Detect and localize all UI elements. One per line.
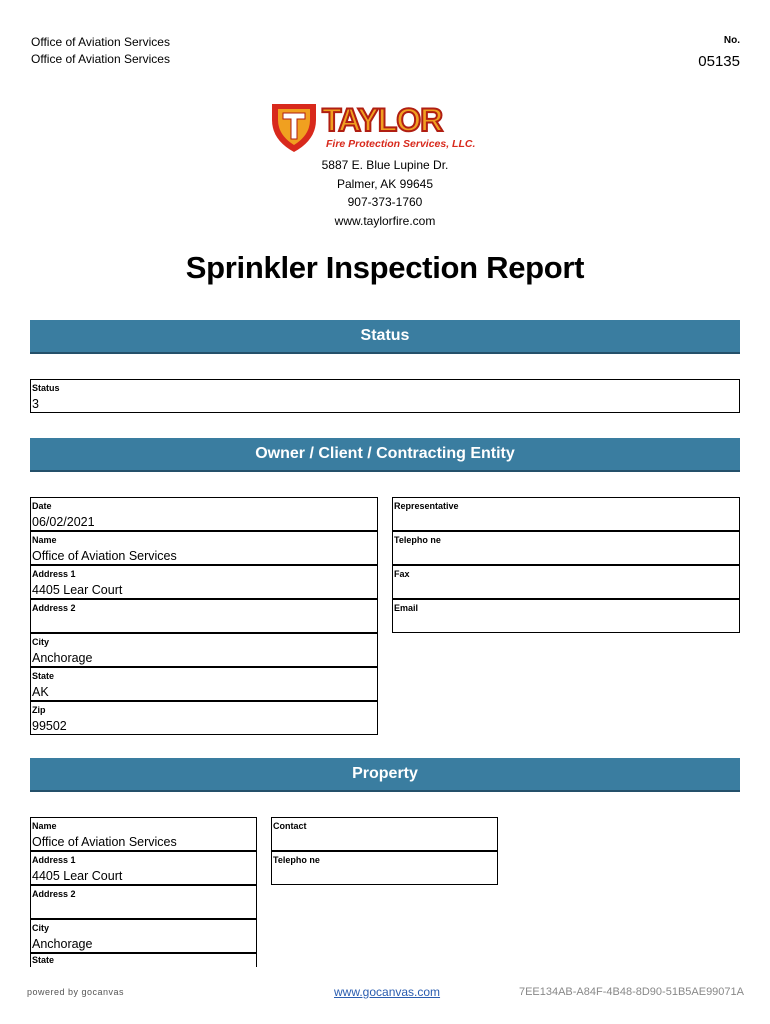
field-label: State bbox=[32, 955, 55, 965]
field-label: Zip bbox=[32, 705, 46, 715]
field-label: Email bbox=[394, 603, 419, 613]
owner-city-field bbox=[30, 633, 378, 667]
field-label: Fax bbox=[394, 569, 410, 579]
field-label: Telepho ne bbox=[394, 535, 441, 545]
owner-address2-field bbox=[30, 599, 378, 633]
document-id: 7EE134AB-A84F-4B48-8D90-51B5AE99071A bbox=[518, 986, 744, 998]
field-label: Address 2 bbox=[32, 603, 76, 613]
owner-telephone-field bbox=[392, 531, 740, 565]
owner-email-field bbox=[392, 599, 740, 633]
field-label: Representative bbox=[394, 501, 459, 511]
report-number-label: No. bbox=[723, 35, 740, 46]
field-label: State bbox=[32, 671, 55, 681]
field-label: City bbox=[32, 923, 50, 933]
powered-by-text: powered by gocanvas bbox=[27, 987, 125, 997]
owner-name-field bbox=[30, 531, 378, 565]
owner-fax-field bbox=[392, 565, 740, 599]
field-value: 4405 Lear Court bbox=[32, 583, 123, 597]
owner-date-field bbox=[30, 497, 378, 531]
field-label: Date bbox=[32, 501, 52, 511]
field-label: Address 1 bbox=[32, 569, 76, 579]
owner-address1-field bbox=[30, 565, 378, 599]
organization-header bbox=[31, 34, 170, 68]
field-label: Address 2 bbox=[32, 889, 76, 899]
field-value: 06/02/2021 bbox=[32, 515, 95, 529]
company-phone: 907-373-1760 bbox=[347, 195, 423, 209]
field-value: 3 bbox=[32, 397, 39, 411]
property-contact-field bbox=[271, 817, 498, 851]
section-owner-header: Owner / Client / Contracting Entity bbox=[30, 438, 740, 472]
taylor-logo bbox=[270, 98, 502, 154]
field-value: 99502 bbox=[32, 719, 67, 733]
property-telephone-field bbox=[271, 851, 498, 885]
shield-logo-icon bbox=[270, 98, 502, 154]
field-value: Office of Aviation Services bbox=[32, 835, 177, 849]
field-label: Contact bbox=[273, 821, 307, 831]
field-value: Anchorage bbox=[32, 937, 93, 951]
svg-text:TAYLOR: TAYLOR bbox=[322, 102, 443, 138]
gocanvas-link[interactable]: www.gocanvas.com bbox=[334, 985, 441, 999]
property-name-field bbox=[30, 817, 257, 851]
section-status-header: Status bbox=[30, 320, 740, 354]
field-label: Telepho ne bbox=[273, 855, 320, 865]
field-label: Name bbox=[32, 535, 57, 545]
field-value: Office of Aviation Services bbox=[32, 549, 177, 563]
property-address1-field bbox=[30, 851, 257, 885]
field-value: Anchorage bbox=[32, 651, 93, 665]
owner-representative-field bbox=[392, 497, 740, 531]
company-website: www.taylorfire.com bbox=[334, 213, 436, 228]
svg-text:Fire Protection Services, LLC.: Fire Protection Services, LLC. bbox=[326, 138, 476, 150]
field-value: 4405 Lear Court bbox=[32, 869, 123, 883]
field-label: Status bbox=[32, 383, 60, 393]
field-value: AK bbox=[32, 685, 49, 699]
property-city-field bbox=[30, 919, 257, 953]
owner-zip-field bbox=[30, 701, 378, 735]
owner-state-field bbox=[30, 667, 378, 701]
address-line-2: Palmer, AK 99645 bbox=[336, 176, 434, 191]
company-address bbox=[0, 156, 770, 230]
report-number-value: 05135 bbox=[698, 53, 740, 70]
report-number bbox=[698, 34, 740, 72]
field-label: Address 1 bbox=[32, 855, 76, 865]
address-line-1: 5887 E. Blue Lupine Dr. bbox=[321, 158, 449, 172]
report-title: Sprinkler Inspection Report bbox=[185, 250, 585, 285]
org-line-1: Office of Aviation Services bbox=[31, 35, 170, 49]
property-state-field bbox=[30, 953, 257, 967]
property-address2-field bbox=[30, 885, 257, 919]
field-label: City bbox=[32, 637, 50, 647]
field-label: Name bbox=[32, 821, 57, 831]
section-property-header: Property bbox=[30, 758, 740, 792]
org-line-2: Office of Aviation Services bbox=[31, 52, 170, 66]
status-field bbox=[30, 379, 740, 413]
